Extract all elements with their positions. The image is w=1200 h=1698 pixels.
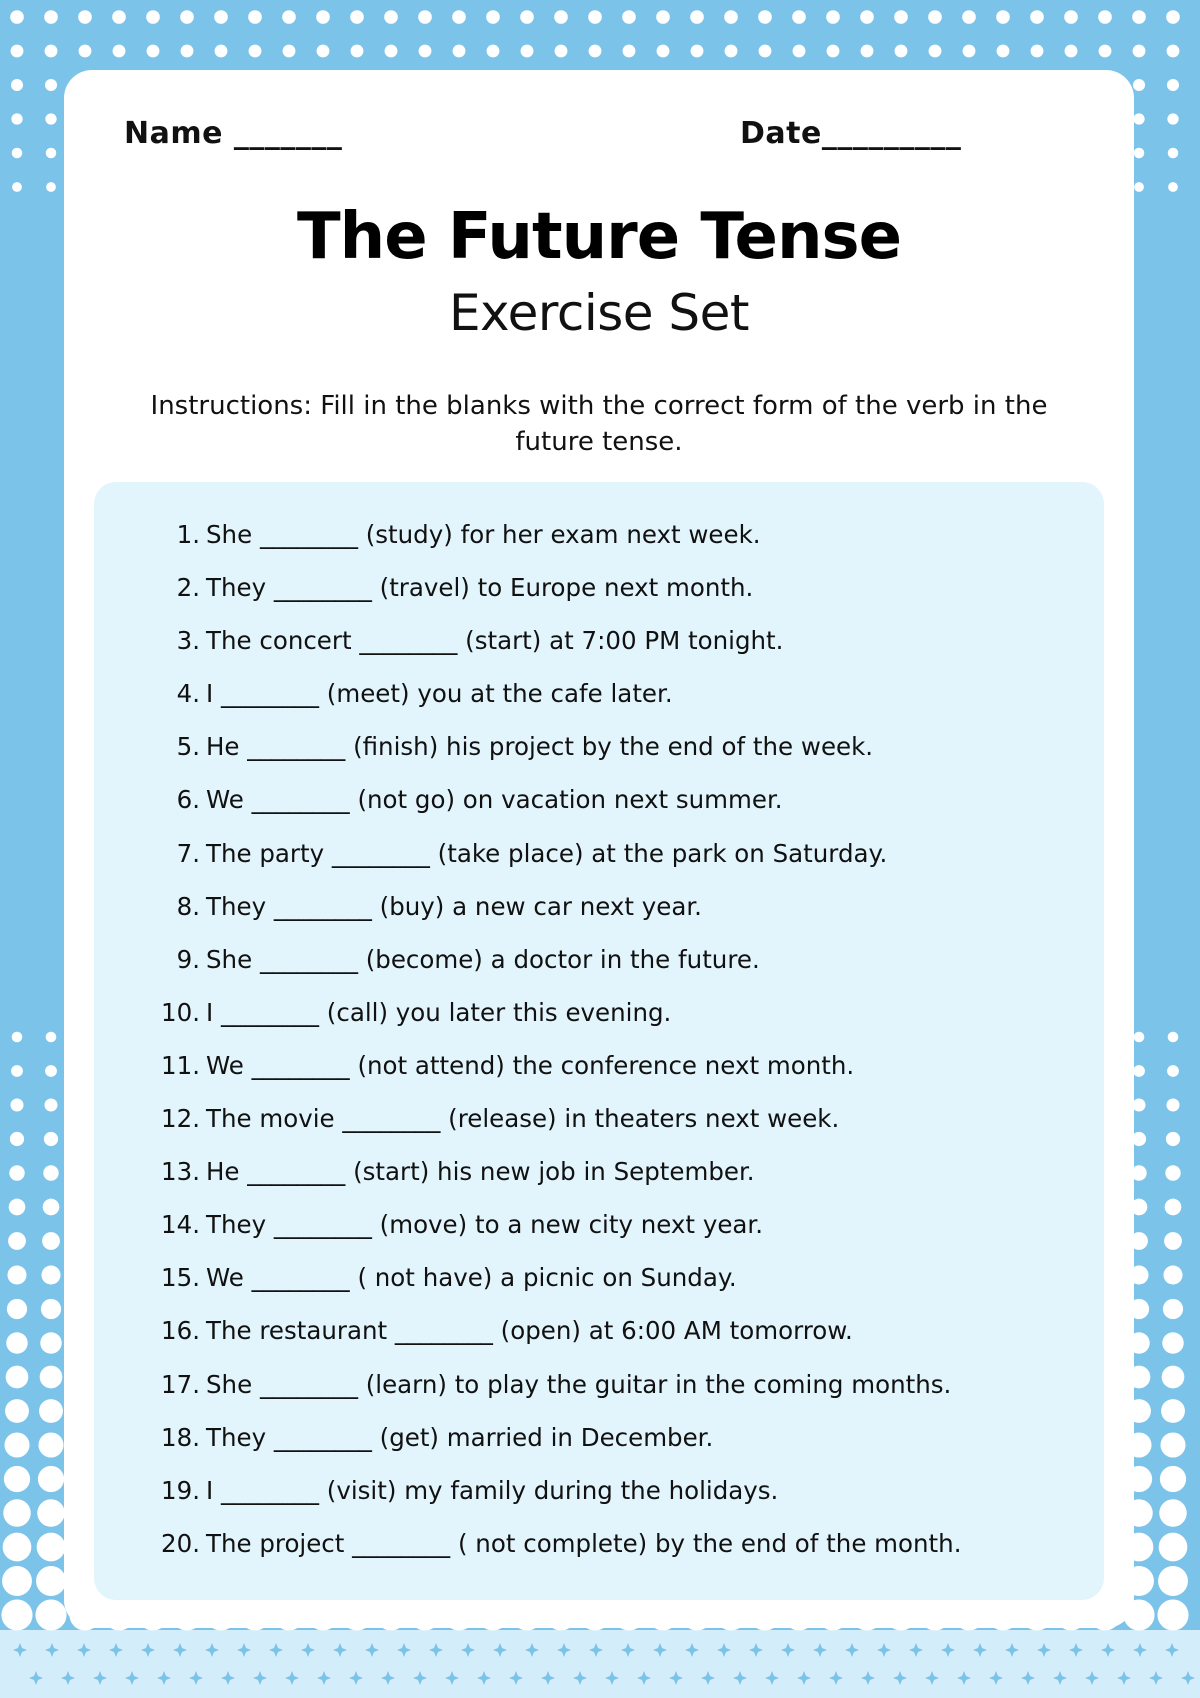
question-text: I ________ (visit) my family during the holidays.: [206, 1475, 779, 1505]
question-item: [94, 1419, 1104, 1472]
question-text: The concert ________ (start) at 7:00 PM tonight.: [206, 626, 784, 656]
question-text: The movie ________ (release) in theaters next week.: [206, 1104, 840, 1134]
question-number: 8.: [176, 891, 200, 921]
date-field: Date_________: [740, 116, 962, 151]
question-item: [94, 569, 1104, 622]
question-item: [94, 1259, 1104, 1312]
question-number: 12.: [161, 1104, 200, 1134]
question-text: He ________ (start) his new job in September.: [206, 1157, 755, 1187]
question-number: 20.: [161, 1528, 200, 1558]
question-text: He ________ (finish) his project by the end of the week.: [206, 732, 874, 762]
question-item: [94, 1047, 1104, 1100]
question-item: [94, 1312, 1104, 1365]
question-item: [94, 1206, 1104, 1259]
question-number: 19.: [161, 1475, 200, 1505]
question-text: We ________ ( not have) a picnic on Sunday.: [206, 1263, 737, 1293]
question-number: 1.: [176, 520, 200, 549]
exercise-panel: [94, 482, 1104, 1600]
question-number: 5.: [176, 732, 200, 762]
question-number: 17.: [161, 1369, 200, 1399]
worksheet-title: The Future Tense: [296, 200, 902, 274]
question-text: They ________ (travel) to Europe next month.: [206, 573, 754, 603]
question-item: [94, 622, 1104, 675]
question-number: 7.: [176, 838, 200, 868]
question-number: 18.: [161, 1422, 200, 1452]
question-number: 9.: [176, 944, 200, 974]
question-text: The restaurant ________ (open) at 6:00 AM tomorrow.: [206, 1316, 853, 1346]
question-text: She ________ (learn) to play the guitar in the coming months.: [206, 1369, 952, 1399]
worksheet-subtitle: Exercise Set: [448, 284, 750, 342]
question-text: She ________ (become) a doctor in the future.: [206, 944, 760, 974]
question-item: [94, 835, 1104, 888]
instructions-text: Instructions: Fill in the blanks with the correct form of the verb in the future tense.: [150, 391, 1048, 457]
question-item: [94, 888, 1104, 941]
question-text: We ________ (not go) on vacation next summer.: [206, 785, 783, 815]
question-text: I ________ (call) you later this evening.: [206, 997, 672, 1027]
question-number: 14.: [161, 1210, 200, 1240]
question-number: 10.: [161, 997, 200, 1027]
question-item: [94, 1153, 1104, 1206]
question-number: 2.: [176, 573, 200, 603]
name-field: Name _______: [124, 116, 343, 151]
question-text: She ________ (study) for her exam next week.: [206, 520, 761, 549]
question-text: The project ________ ( not complete) by the end of the month.: [206, 1528, 962, 1558]
question-number: 3.: [176, 626, 200, 656]
question-item: [94, 1472, 1104, 1525]
question-number: 6.: [176, 785, 200, 815]
question-item: [94, 728, 1104, 781]
question-number: 4.: [176, 679, 200, 709]
question-item: [94, 1366, 1104, 1419]
question-item: [94, 675, 1104, 728]
question-item: [94, 516, 1104, 569]
question-item: [94, 781, 1104, 834]
question-text: They ________ (move) to a new city next year.: [206, 1210, 764, 1240]
question-item: [94, 941, 1104, 994]
question-text: They ________ (get) married in December.: [206, 1422, 714, 1452]
worksheet-sheet: [64, 70, 1134, 1628]
question-item: [94, 1100, 1104, 1153]
question-number: 16.: [161, 1316, 200, 1346]
question-number: 13.: [161, 1157, 200, 1187]
question-text: The party ________ (take place) at the park on Saturday.: [206, 838, 888, 868]
question-list: [94, 516, 1104, 1578]
question-item: [94, 994, 1104, 1047]
question-item: [94, 1525, 1104, 1578]
question-number: 15.: [161, 1263, 200, 1293]
question-text: I ________ (meet) you at the cafe later.: [206, 679, 673, 709]
question-text: We ________ (not attend) the conference next month.: [206, 1050, 855, 1080]
question-number: 11.: [161, 1050, 200, 1080]
question-text: They ________ (buy) a new car next year.: [206, 891, 702, 921]
